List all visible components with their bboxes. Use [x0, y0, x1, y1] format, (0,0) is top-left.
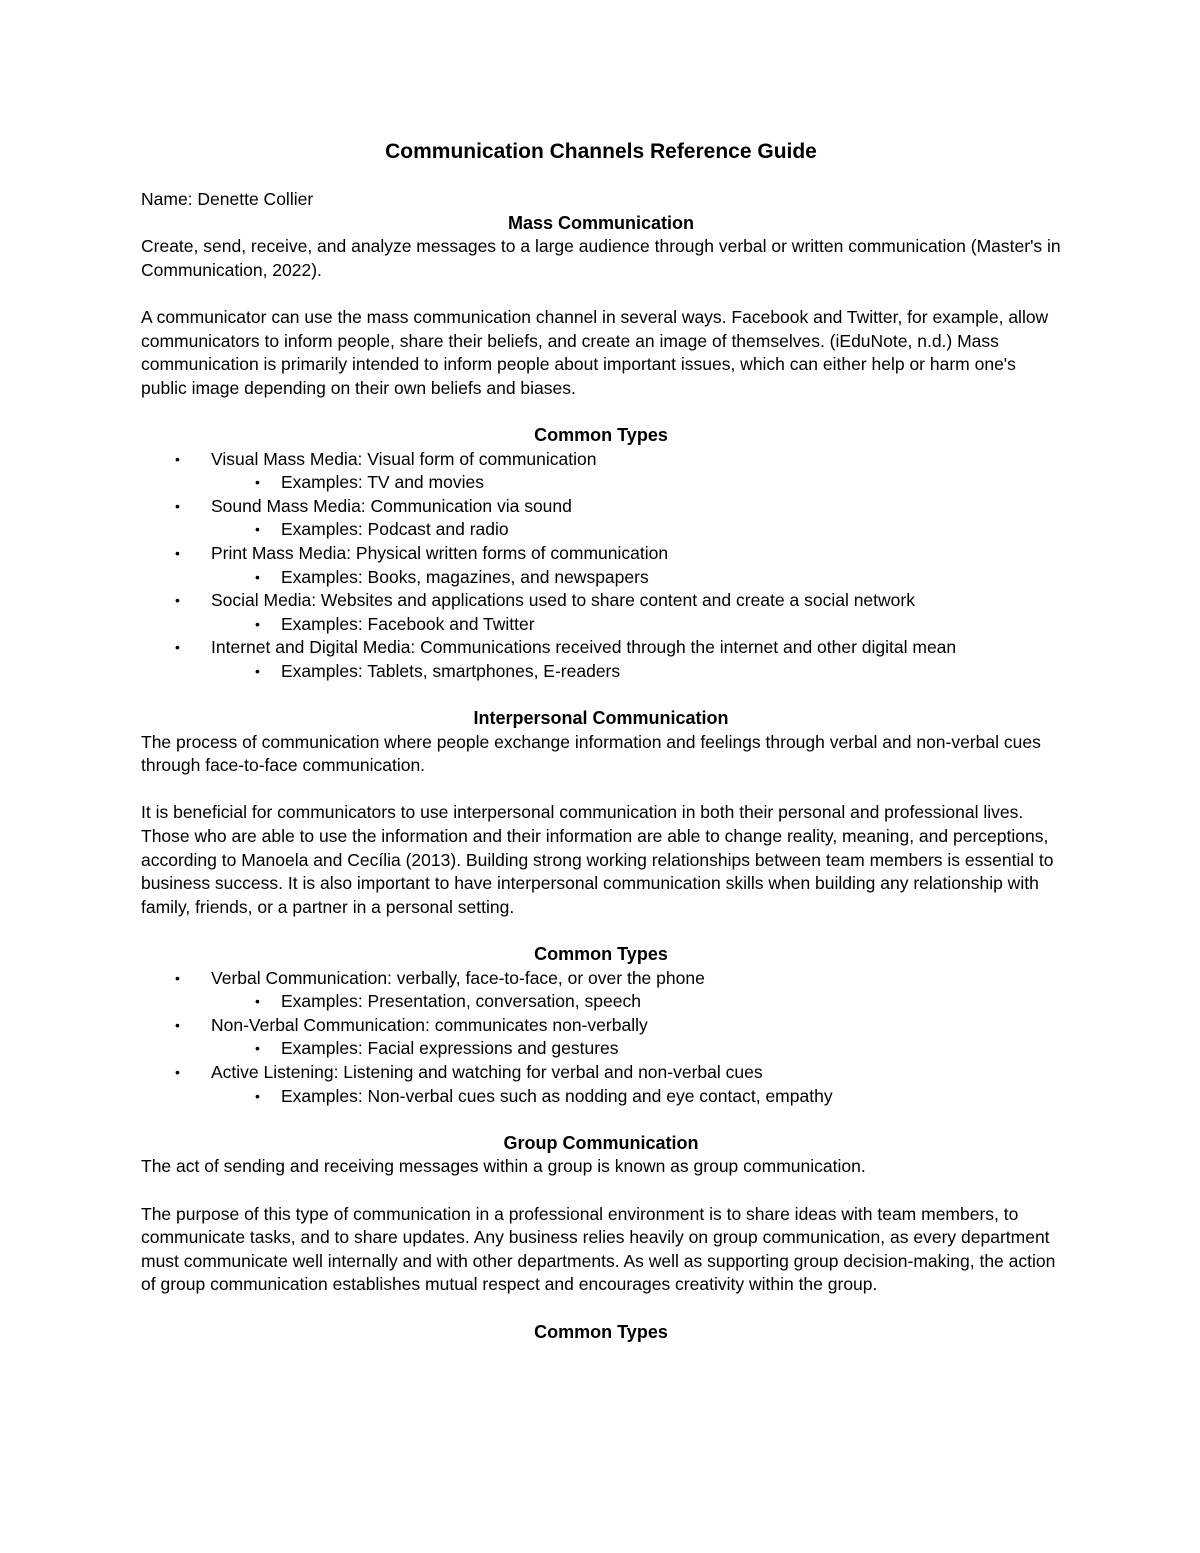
- bullet-icon: •: [175, 592, 180, 609]
- list-item: [141, 636, 1061, 683]
- bullet-icon: •: [255, 1040, 260, 1057]
- type-example: Examples: TV and movies: [281, 472, 484, 493]
- bullet-icon: •: [175, 544, 180, 561]
- type-label: Print Mass Media: Physical written forms of communication: [211, 542, 669, 563]
- list-item: [141, 495, 1061, 542]
- list-item: [141, 542, 1061, 589]
- bullet-icon: •: [175, 497, 180, 514]
- type-example: Examples: Presentation, conversation, speech: [281, 991, 641, 1012]
- common-types-heading: Common Types: [534, 1321, 668, 1342]
- author-name: Name: Denette Collier: [141, 189, 314, 209]
- section-definition: The process of communication where people exchange information and feelings through verbal and non-verbal cues through face-to-face communication.: [141, 731, 1041, 776]
- list-item: [141, 589, 1061, 636]
- types-list: [141, 967, 1061, 1109]
- section-heading-mass-communication: Mass Communication: [507, 212, 695, 233]
- section-heading-interpersonal-communication: Interpersonal Communication: [473, 708, 729, 729]
- type-label: Active Listening: Listening and watching for verbal and non-verbal cues: [211, 1061, 763, 1082]
- type-example: Examples: Facial expressions and gestures: [281, 1038, 619, 1059]
- list-item: [211, 471, 1061, 495]
- list-item: [141, 448, 1061, 495]
- types-list: [141, 448, 1061, 684]
- common-types-heading: Common Types: [534, 944, 668, 964]
- list-item: [141, 1061, 1061, 1108]
- type-label: Verbal Communication: verbally, face-to-face, or over the phone: [211, 967, 705, 988]
- list-item: [211, 613, 1061, 637]
- bullet-icon: •: [255, 521, 260, 538]
- bullet-icon: •: [255, 615, 260, 632]
- type-example: Examples: Podcast and radio: [281, 519, 509, 540]
- list-item: [141, 967, 1061, 1014]
- type-label: Sound Mass Media: Communication via sound: [211, 495, 572, 516]
- list-item: [211, 518, 1061, 542]
- type-label: Non-Verbal Communication: communicates non-verbally: [211, 1014, 648, 1035]
- bullet-icon: •: [255, 568, 260, 585]
- list-item: [211, 660, 1061, 684]
- common-types-heading: Common Types: [534, 424, 668, 445]
- bullet-icon: •: [175, 969, 180, 986]
- type-example: Examples: Books, magazines, and newspapers: [281, 566, 649, 587]
- section-definition: The act of sending and receiving messages within a group is known as group communication.: [141, 1156, 866, 1177]
- list-item: [211, 1085, 1061, 1109]
- document-page: [141, 138, 1061, 1344]
- bullet-icon: •: [255, 474, 260, 491]
- bullet-icon: •: [175, 450, 180, 467]
- type-example: Examples: Tablets, smartphones, E-readers: [281, 660, 621, 681]
- list-item: [211, 990, 1061, 1014]
- section-body: A communicator can use the mass communication channel in several ways. Facebook and Twitter, for example, allow communicators to inform people, share their beliefs, and create an image of themselves. (iEduNote, n.d.) Mass communication is primarily intended to inform people about important issues, which can either help or harm one's public image depending on their own beliefs and biases.: [141, 306, 1049, 398]
- list-item: [141, 1014, 1061, 1061]
- section-body: It is beneficial for communicators to use interpersonal communication in both their personal and professional lives. Those who are able to use the information and their information are able to change reality, meaning, and perceptions, according to Manoela and Cecília (2013). Building strong working relationships between team members is essential to business success. It is also important to have interpersonal communication skills when building any relationship with family, friends, or a partner in a personal setting.: [141, 802, 1054, 917]
- type-label: Social Media: Websites and applications used to share content and create a social network: [211, 590, 915, 611]
- bullet-icon: •: [175, 1063, 180, 1080]
- section-body: The purpose of this type of communication in a professional environment is to share ideas with team members, to communicate tasks, and to share updates. Any business relies heavily on group communication, as every department must communicate well internally and with other departments. As well as supporting group decision-making, the action of group communication establishes mutual respect and encourages creativity within the group.: [141, 1203, 1056, 1295]
- bullet-icon: •: [255, 993, 260, 1010]
- type-example: Examples: Non-verbal cues such as nodding and eye contact, empathy: [281, 1085, 833, 1106]
- type-label: Internet and Digital Media: Communications received through the internet and other digital mean: [211, 637, 957, 658]
- section-definition: Create, send, receive, and analyze messages to a large audience through verbal or written communication (Master's in Communication, 2022).: [141, 236, 1061, 280]
- bullet-icon: •: [255, 662, 260, 679]
- bullet-icon: •: [175, 639, 180, 656]
- bullet-icon: •: [175, 1016, 180, 1033]
- section-heading-group-communication: Group Communication: [503, 1132, 699, 1153]
- type-example: Examples: Facebook and Twitter: [281, 613, 535, 634]
- list-item: [211, 566, 1061, 590]
- type-label: Visual Mass Media: Visual form of communication: [211, 448, 597, 469]
- document-title: Communication Channels Reference Guide: [385, 140, 817, 163]
- bullet-icon: •: [255, 1087, 260, 1104]
- list-item: [211, 1037, 1061, 1061]
